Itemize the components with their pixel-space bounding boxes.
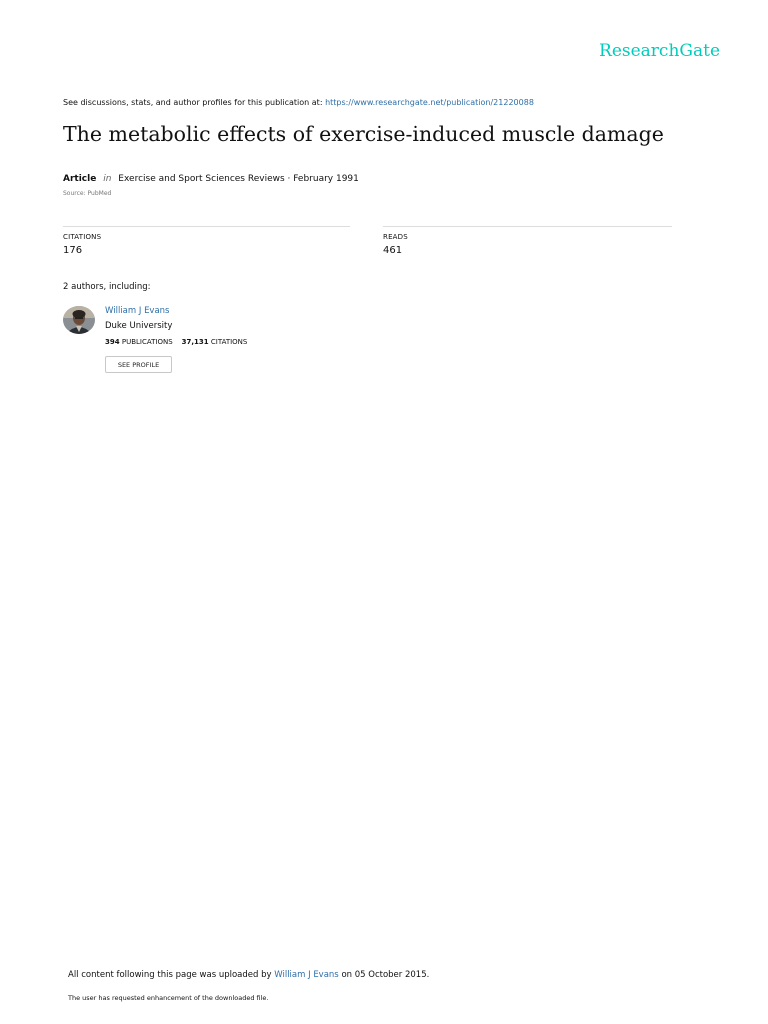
author-citations-count: 37,131 bbox=[181, 338, 209, 346]
publications-label: PUBLICATIONS bbox=[121, 338, 173, 346]
journal-date: Exercise and Sport Sciences Reviews · February 1991 bbox=[118, 174, 359, 184]
uploader-link[interactable]: William J Evans bbox=[274, 970, 339, 980]
author-photo-icon bbox=[63, 306, 95, 334]
author-institution: Duke University bbox=[105, 321, 173, 331]
author-stats bbox=[105, 338, 247, 346]
article-type: Article bbox=[63, 174, 97, 184]
author-citations-label: CITATIONS bbox=[210, 338, 248, 346]
discussions-text: See discussions, stats, and author profiles for this publication at: bbox=[63, 98, 323, 107]
in-word: in bbox=[103, 174, 112, 184]
article-source: Source: PubMed bbox=[63, 190, 112, 197]
upload-prefix: All content following this page was uploaded by bbox=[68, 970, 272, 980]
citations-stat bbox=[63, 226, 350, 256]
citations-label: CITATIONS bbox=[63, 233, 102, 241]
author-avatar[interactable] bbox=[63, 306, 95, 334]
discussions-line bbox=[63, 98, 534, 107]
reads-label: READS bbox=[383, 233, 408, 241]
reads-stat bbox=[383, 226, 672, 256]
enhancement-note: The user has requested enhancement of the downloaded file. bbox=[68, 994, 269, 1002]
upload-suffix: on 05 October 2015. bbox=[341, 970, 430, 980]
publication-url-link[interactable]: https://www.researchgate.net/publication/21220088 bbox=[325, 98, 534, 107]
publications-count: 394 bbox=[105, 338, 120, 346]
citations-value: 176 bbox=[63, 245, 83, 256]
author-name-link[interactable]: William J Evans bbox=[105, 306, 170, 316]
reads-value: 461 bbox=[383, 245, 403, 256]
upload-note bbox=[68, 970, 429, 980]
article-meta bbox=[63, 174, 359, 184]
authors-heading: 2 authors, including: bbox=[63, 282, 151, 292]
article-title: The metabolic effects of exercise-induced muscle damage bbox=[63, 122, 664, 146]
see-profile-button[interactable]: SEE PROFILE bbox=[105, 356, 172, 373]
researchgate-logo[interactable]: ResearchGate bbox=[599, 41, 720, 61]
